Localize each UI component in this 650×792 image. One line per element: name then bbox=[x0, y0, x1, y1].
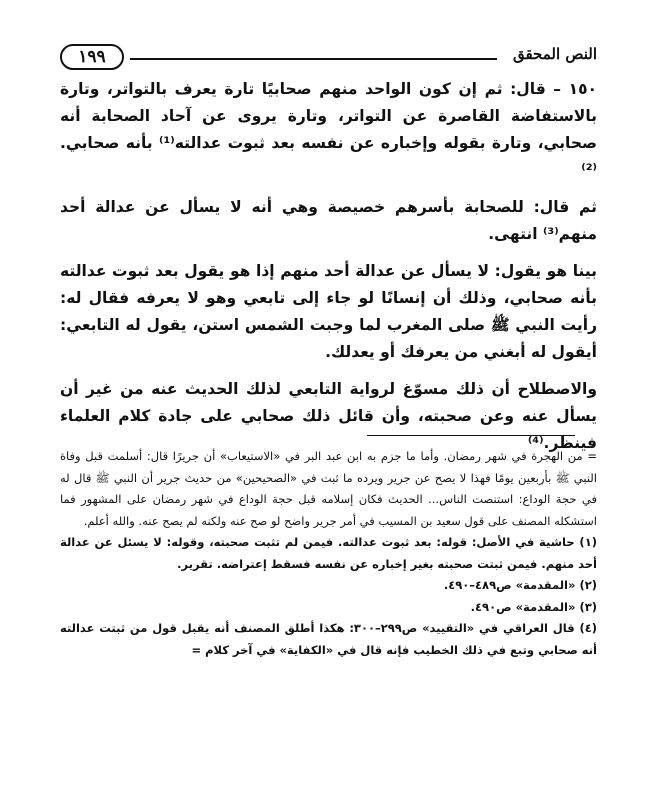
footnote-number: (٣) bbox=[579, 599, 597, 614]
paragraph-istilah: والاصطلاح أن ذلك مسوّغ لرواية التابعي لذلك الحديث عنه من غير أن يسأل عنه وعن صحبته، وأن قائل ذلك صحابي على جادة كلام العلماء فينظر.⁽⁴⁾ bbox=[60, 380, 597, 452]
running-title: النص المحقق bbox=[512, 45, 597, 63]
paragraph-sahaba: ثم قال: للصحابة بأسرهم خصيصة وهي أنه لا يسأل عن عدالة أحد منهم⁽³⁾ انتهى. bbox=[60, 198, 597, 243]
footnote-text: «المقدمة» ص٤٩٠. bbox=[470, 599, 576, 614]
paragraph-150: ١٥٠ – قال: ثم إن كون الواحد منهم صحابيًا تارة يعرف بالتواتر، وتارة بالاستفاضة القاصرة عن التواتر، وتارة يروى عن آحاد الصحابة أنه صحابي، وتارة بقوله وإخباره عن نفسه بعد ثبوت عدالته⁽¹⁾ بأنه صحابي.⁽²⁾ bbox=[60, 80, 597, 179]
main-text bbox=[60, 76, 597, 457]
header-rule bbox=[130, 58, 497, 60]
footnote-text: حاشية في الأصل: قوله: بعد ثبوت عدالته. فيمن لم تثبت صحبته، وقوله: لا يسئل عن عدالة أحد منهم. فيمن ثبتت صحبته بغير إخباره عن نفسه فسقط إعتراضه. تقرير. bbox=[60, 535, 597, 571]
footnote-1 bbox=[60, 532, 597, 575]
footnote-continuation: = من الهجرة في شهر رمضان. وأما ما جزم به ابن عبد البر في «الاستيعاب» أن جريرًا قال: أسلمت قبل وفاة النبي ﷺ بأربعين يومًا فهذا لا يصح عن جرير ويرده ما ثبت في «الصحيحين» من حديث جرير أن النبي ﷺ قال له في حجة الوداع: استنصت الناس... الحديث فكان إسلامه قبل حجة الوداع في شهر رمضان على المشهور فما استشكله المصنف على قول سعيد بن المسيب في أمر جرير واضح لو صح عنه ولكنه لم يصح عنه. والله أعلم. bbox=[60, 449, 597, 528]
footnote-text: قال العراقي في «التقييد» ص٢٩٩–٣٠٠: هكذا أطلق المصنف أنه يقبل قول من ثبتت عدالته أنه صحابي وتبع في ذلك الخطيب فإنه قال في «الكفاية» في آخر كلام = bbox=[60, 621, 597, 657]
page-number: ١٩٩ bbox=[60, 44, 124, 70]
footnote-number: (٢) bbox=[579, 578, 597, 592]
footnote-2 bbox=[60, 575, 597, 597]
footnotes bbox=[60, 446, 597, 661]
footnote-3 bbox=[60, 597, 597, 619]
footnote-number: (٤) bbox=[579, 621, 597, 635]
footnote-4 bbox=[60, 618, 597, 661]
paragraph-tabi: بينا هو يقول: لا يسأل عن عدالة أحد منهم إذا هو يقول بعد ثبوت عدالته بأنه صحابي، وذلك أن إنسانًا لو جاء إلى تابعي وهو لا يعرفه فقال له: رأيت النبي ﷺ صلى المغرب لما وجبت الشمس استن، يقول له التابعي: أيقول له أبغني من يعرفك أو يعدلك. bbox=[60, 262, 597, 361]
page-header bbox=[60, 44, 597, 70]
footnote-separator bbox=[367, 435, 575, 436]
footnote-text: «المقدمة» ص٤٨٩–٤٩٠. bbox=[443, 578, 576, 592]
footnote-number: (١) bbox=[579, 535, 597, 549]
